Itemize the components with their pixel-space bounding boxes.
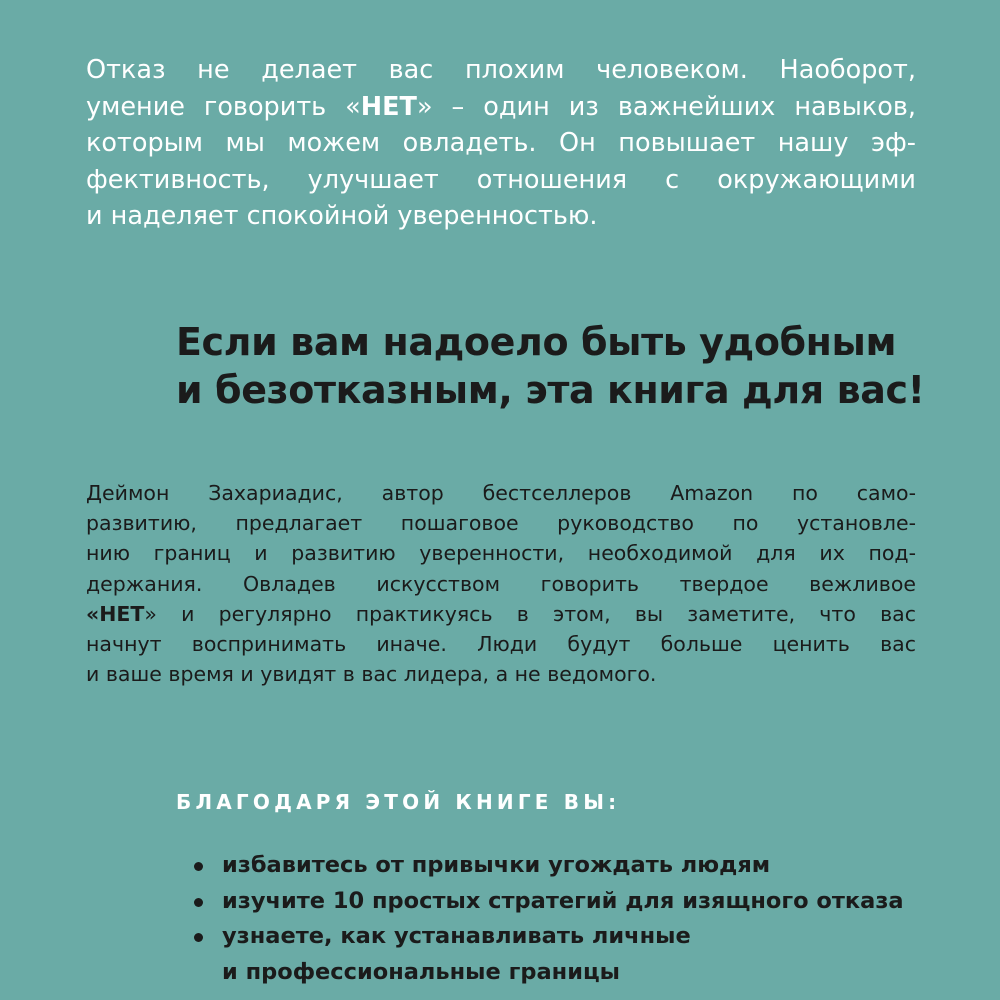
bullet-dot-icon <box>194 862 203 871</box>
description-line-6: начнут воспринимать иначе. Люди будут больше ценить вас <box>86 632 916 657</box>
description-line-7: и ваше время и увидят в вас лидера, а не ведомого. <box>86 662 657 687</box>
benefit-item-3-text: узнаете, как устанавливать личные <box>222 923 691 949</box>
intro-emphasis-net: НЕТ <box>360 91 417 122</box>
intro-line-2 <box>86 89 916 126</box>
benefit-item-2-text: изучите 10 простых стратегий для изящного отказа <box>222 887 904 914</box>
description-line-2: развитию, предлагает пошаговое руководство по установле- <box>86 511 916 536</box>
description-quote-open: « <box>86 601 100 626</box>
benefit-item-1-text: избавитесь от привычки угождать людям <box>222 852 771 878</box>
intro-line-1: Отказ не делает вас плохим человеком. Наоборот, <box>86 55 916 85</box>
benefit-item-3-continuation: и профессиональные границы <box>222 958 620 985</box>
description-paragraph <box>86 478 916 689</box>
description-line-3: нию границ и развитию уверенности, необходимой для их под- <box>86 541 916 566</box>
intro-line-2-start: умение говорить « <box>86 91 361 122</box>
headline-line-2: и безотказным, эта книга для вас! <box>176 368 925 412</box>
headline-line-1: Если вам надоело быть удобным <box>176 320 897 364</box>
benefit-item-3 <box>190 919 930 990</box>
description-line-5-end: » и регулярно практикуясь в этом, вы заметите, что вас <box>144 601 916 626</box>
description-emphasis-net: НЕТ <box>99 601 145 626</box>
description-line-4: держания. Овладев искусством говорить твердое вежливое <box>86 571 916 596</box>
description-line-5 <box>86 599 916 629</box>
benefits-title: БЛАГОДАРЯ ЭТОЙ КНИГЕ ВЫ: <box>176 790 621 814</box>
headline <box>176 318 925 414</box>
intro-line-4: фективность, улучшает отношения с окружающими <box>86 164 916 195</box>
intro-paragraph <box>86 52 916 235</box>
intro-line-5: и наделяет спокойной уверенностью. <box>86 201 598 231</box>
intro-line-3: которым мы можем овладеть. Он повышает нашу эф- <box>86 128 916 158</box>
description-line-1: Деймон Захариадис, автор бестселлеров Amazon по само- <box>86 481 916 505</box>
benefit-item-1 <box>190 848 930 884</box>
bullet-dot-icon <box>194 898 203 907</box>
benefit-item-2 <box>190 884 930 920</box>
bullet-dot-icon <box>194 933 203 942</box>
benefits-list <box>190 848 930 990</box>
intro-line-2-end: » – один из важнейших навыков, <box>416 91 916 122</box>
